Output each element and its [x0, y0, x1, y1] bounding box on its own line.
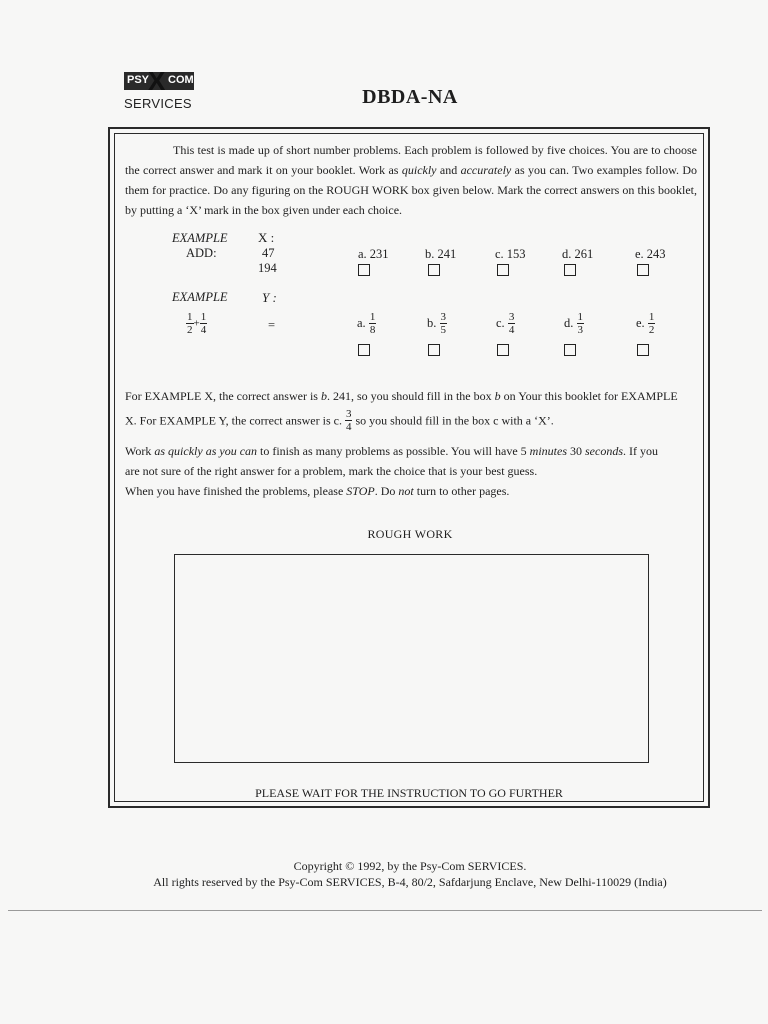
- logo-x-mark: X: [148, 66, 166, 96]
- example-y-id: Y :: [262, 290, 277, 305]
- intro-and: and: [436, 163, 461, 177]
- intro-text-3: as you can. Two examples follow. Do them for practice. Do any figuring on the ROUGH WORK box given below. Mark the correct answers on this booklet, by putting a ‘X’ mark in the box given under each choice.: [125, 163, 697, 217]
- example-y-checkbox-a[interactable]: [358, 344, 370, 356]
- rough-work-title: ROUGH WORK: [367, 527, 453, 541]
- logo-services-text: SERVICES: [124, 96, 192, 111]
- example-x-checkbox-d[interactable]: [564, 264, 576, 276]
- copyright-line: Copyright © 1992, by the Psy-Com SERVICES.: [293, 859, 527, 873]
- example-y-checkbox-c[interactable]: [497, 344, 509, 356]
- page-bottom-rule: [8, 910, 762, 911]
- example-x-number-2: 194: [258, 261, 277, 275]
- rights-line: All rights reserved by the Psy-Com SERVICES, B-4, 80/2, Safdarjung Enclave, New Delhi-110029 (India): [153, 875, 667, 889]
- example-x-op: ADD:: [186, 246, 217, 260]
- example-y-choice-b: b. $\frac{3}{5}$: [427, 311, 446, 336]
- example-y-choice-e: e. $\frac{1}{2}$: [636, 311, 655, 336]
- intro-accurately: accurately: [460, 163, 512, 177]
- explain-line-2: X. For EXAMPLE Y, the correct answer is c. $\frac{3}{4}$ so you should fill in the box c with a ‘X’.: [125, 408, 554, 433]
- example-x-choice-a: a. 231: [358, 247, 389, 261]
- example-x-id: X :: [258, 230, 275, 245]
- example-x-label: EXAMPLE: [172, 231, 228, 245]
- explain-line-1: For EXAMPLE X, the correct answer is b. 241, so you should fill in the box b on Your this booklet for EXAMPLE: [125, 389, 678, 403]
- example-x-checkbox-e[interactable]: [637, 264, 649, 276]
- example-y-choice-c: c. $\frac{3}{4}$: [496, 311, 515, 336]
- intro-text-1: This test is made up of short number problems. Each problem is followed by five choices. You are to: [173, 143, 661, 157]
- psycom-logo: [124, 66, 196, 114]
- intro-quickly: quickly: [401, 163, 437, 177]
- example-x-checkbox-b[interactable]: [428, 264, 440, 276]
- rough-work-area[interactable]: [174, 554, 649, 763]
- example-y-checkbox-e[interactable]: [637, 344, 649, 356]
- explain-line-5: When you have finished the problems, please STOP. Do not turn to other pages.: [125, 484, 510, 498]
- example-x-choice-e: e. 243: [635, 247, 666, 261]
- explain-line-4: are not sure of the right answer for a problem, mark the choice that is your best guess.: [125, 464, 538, 478]
- example-y-checkbox-b[interactable]: [428, 344, 440, 356]
- example-x-checkbox-a[interactable]: [358, 264, 370, 276]
- example-y-checkbox-d[interactable]: [564, 344, 576, 356]
- intro-text-2: choose the correct answer and mark it on your booklet. Work as: [125, 143, 697, 177]
- example-x-checkbox-c[interactable]: [497, 264, 509, 276]
- expr-fraction-a: $\frac{1}{2}$: [187, 311, 193, 336]
- example-x-choice-d: d. 261: [562, 247, 594, 261]
- explain-line-3: Work as quickly as you can to finish as many problems as possible. You will have 5 minutes 30 seconds. If you: [125, 444, 659, 458]
- page-title: DBDA-NA: [362, 86, 458, 108]
- example-x-number-1: 47: [262, 246, 275, 260]
- example-x-choice-b: b. 241: [425, 247, 457, 261]
- expr-fraction-b: $\frac{1}{4}$: [200, 311, 207, 336]
- example-y-label: EXAMPLE: [172, 290, 228, 304]
- example-x-choice-c: c. 153: [495, 247, 526, 261]
- instructions-paragraph: [125, 140, 697, 220]
- wait-notice: PLEASE WAIT FOR THE INSTRUCTION TO GO FURTHER: [255, 786, 563, 800]
- logo-com-text: COM: [168, 74, 194, 86]
- example-y-choice-a: a. $\frac{1}{8}$: [357, 311, 376, 336]
- example-y-expression: [186, 311, 207, 336]
- logo-psy-text: PSY: [127, 74, 150, 86]
- expr-plus: +: [193, 317, 200, 330]
- example-y-choice-d: d. $\frac{1}{3}$: [564, 311, 583, 336]
- example-y-equals: =: [268, 318, 276, 332]
